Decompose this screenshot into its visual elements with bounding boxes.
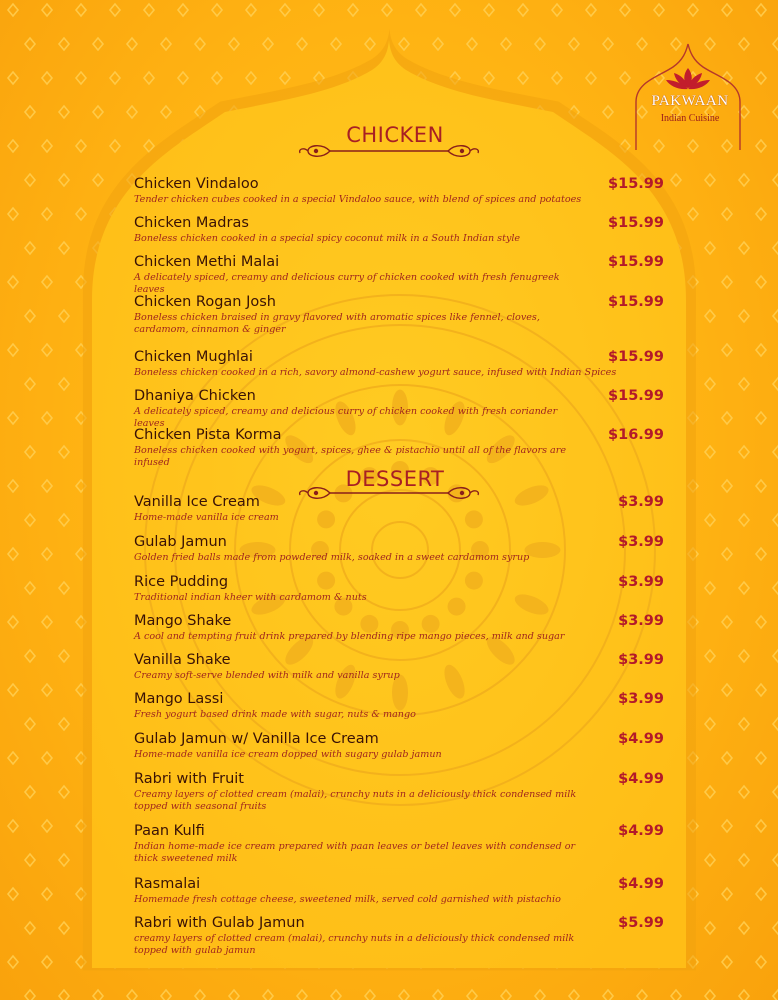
lotus-icon bbox=[666, 68, 710, 89]
item-name: Mango Lassi bbox=[134, 691, 224, 707]
item-price: $5.99 bbox=[618, 915, 664, 931]
item-price: $15.99 bbox=[608, 349, 664, 365]
item-name: Vanilla Ice Cream bbox=[134, 494, 260, 510]
divider-flourish bbox=[296, 139, 482, 159]
item-name: Chicken Pista Korma bbox=[134, 427, 282, 443]
menu-item bbox=[134, 533, 664, 564]
menu-item bbox=[134, 573, 664, 604]
item-price: $4.99 bbox=[618, 823, 664, 839]
item-description: creamy layers of clotted cream (malai), crunchy nuts in a deliciously thick condensed milk topped with gulab jamun bbox=[134, 933, 575, 956]
item-description: Boneless chicken cooked with yogurt, spices, ghee & pistachio until all of the flavors are infused bbox=[134, 445, 567, 468]
menu-item bbox=[134, 770, 664, 812]
item-description: A delicately spiced, creamy and delicious curry of chicken cooked with fresh coriander leaves bbox=[134, 406, 558, 429]
item-name: Chicken Methi Malai bbox=[134, 254, 280, 270]
item-price: $15.99 bbox=[608, 388, 664, 404]
item-price: $15.99 bbox=[608, 254, 664, 270]
item-price: $3.99 bbox=[618, 691, 664, 707]
item-name: Paan Kulfi bbox=[134, 823, 205, 839]
menu-item bbox=[134, 348, 664, 379]
item-price: $15.99 bbox=[608, 176, 664, 192]
menu-item bbox=[134, 822, 664, 864]
item-description: Boneless chicken cooked in a rich, savory almond-cashew yogurt sauce, infused with Indian Spices bbox=[134, 367, 617, 378]
menu-item bbox=[134, 914, 664, 956]
item-description: Golden fried balls made from powdered milk, soaked in a sweet cardamom syrup bbox=[134, 552, 530, 563]
item-description: Home-made vanilla ice cream dopped with sugary gulab jamun bbox=[134, 749, 442, 760]
section-title-dessert: DESSERT bbox=[345, 467, 445, 491]
menu-item bbox=[134, 875, 664, 906]
item-description: Indian home-made ice cream prepared with paan leaves or betel leaves with condensed or thick sweetened milk bbox=[134, 841, 576, 864]
item-description: A cool and tempting fruit drink prepared by blending ripe mango pieces, milk and sugar bbox=[134, 631, 565, 642]
menu-item bbox=[134, 612, 664, 643]
menu-item bbox=[134, 253, 664, 295]
item-price: $3.99 bbox=[618, 574, 664, 590]
item-description: Creamy layers of clotted cream (malai), crunchy nuts in a deliciously thick condensed milk topped with seasonal fruits bbox=[134, 789, 577, 812]
item-description: Boneless chicken cooked in a special spicy coconut milk in a South Indian style bbox=[134, 233, 521, 244]
menu-item bbox=[134, 293, 664, 335]
item-name: Chicken Vindaloo bbox=[134, 176, 259, 192]
item-description: Home-made vanilla ice cream bbox=[134, 512, 279, 523]
menu-item bbox=[134, 730, 664, 761]
item-description: Fresh yogurt based drink made with sugar, nuts & mango bbox=[134, 709, 416, 720]
item-price: $3.99 bbox=[618, 652, 664, 668]
section-title-chicken: CHICKEN bbox=[346, 123, 444, 147]
menu-item bbox=[134, 493, 664, 524]
item-name: Chicken Rogan Josh bbox=[134, 294, 276, 310]
item-name: Rabri with Fruit bbox=[134, 771, 244, 787]
item-price: $4.99 bbox=[618, 876, 664, 892]
menu-item bbox=[134, 426, 664, 468]
item-name: Gulab Jamun w/ Vanilla Ice Cream bbox=[134, 731, 379, 747]
item-description: Creamy soft-serve blended with milk and vanilla syrup bbox=[134, 670, 400, 681]
item-price: $3.99 bbox=[618, 494, 664, 510]
item-price: $15.99 bbox=[608, 294, 664, 310]
item-description: Traditional indian kheer with cardamom & nuts bbox=[134, 592, 367, 603]
menu-item bbox=[134, 690, 664, 721]
menu-item bbox=[134, 175, 664, 206]
item-name: Dhaniya Chicken bbox=[134, 388, 256, 404]
item-price: $3.99 bbox=[618, 613, 664, 629]
item-name: Rice Pudding bbox=[134, 574, 229, 590]
menu-item bbox=[134, 651, 664, 682]
item-name: Chicken Madras bbox=[134, 215, 249, 231]
item-price: $15.99 bbox=[608, 215, 664, 231]
menu-item bbox=[134, 387, 664, 429]
logo-name: PAKWAAN bbox=[651, 93, 729, 109]
item-description: A delicately spiced, creamy and delicious curry of chicken cooked with fresh fenugreek leaves bbox=[134, 272, 560, 295]
item-price: $4.99 bbox=[618, 771, 664, 787]
menu-item bbox=[134, 214, 664, 245]
logo-subtitle: Indian Cuisine bbox=[660, 113, 720, 124]
item-name: Gulab Jamun bbox=[134, 534, 227, 550]
item-name: Vanilla Shake bbox=[134, 652, 231, 668]
item-name: Chicken Mughlai bbox=[134, 349, 253, 365]
item-price: $3.99 bbox=[618, 534, 664, 550]
item-price: $4.99 bbox=[618, 731, 664, 747]
item-price: $16.99 bbox=[608, 427, 664, 443]
item-name: Rabri with Gulab Jamun bbox=[134, 915, 305, 931]
item-description: Boneless chicken braised in gravy flavored with aromatic spices like fennel, cloves, cardamom, cinnamon & ginger bbox=[134, 312, 540, 335]
item-description: Homemade fresh cottage cheese, sweetened milk, served cold garnished with pistachio bbox=[134, 894, 561, 905]
item-description: Tender chicken cubes cooked in a special Vindaloo sauce, with blend of spices and potatoes bbox=[134, 194, 582, 205]
item-name: Mango Shake bbox=[134, 613, 232, 629]
item-name: Rasmalai bbox=[134, 876, 201, 892]
